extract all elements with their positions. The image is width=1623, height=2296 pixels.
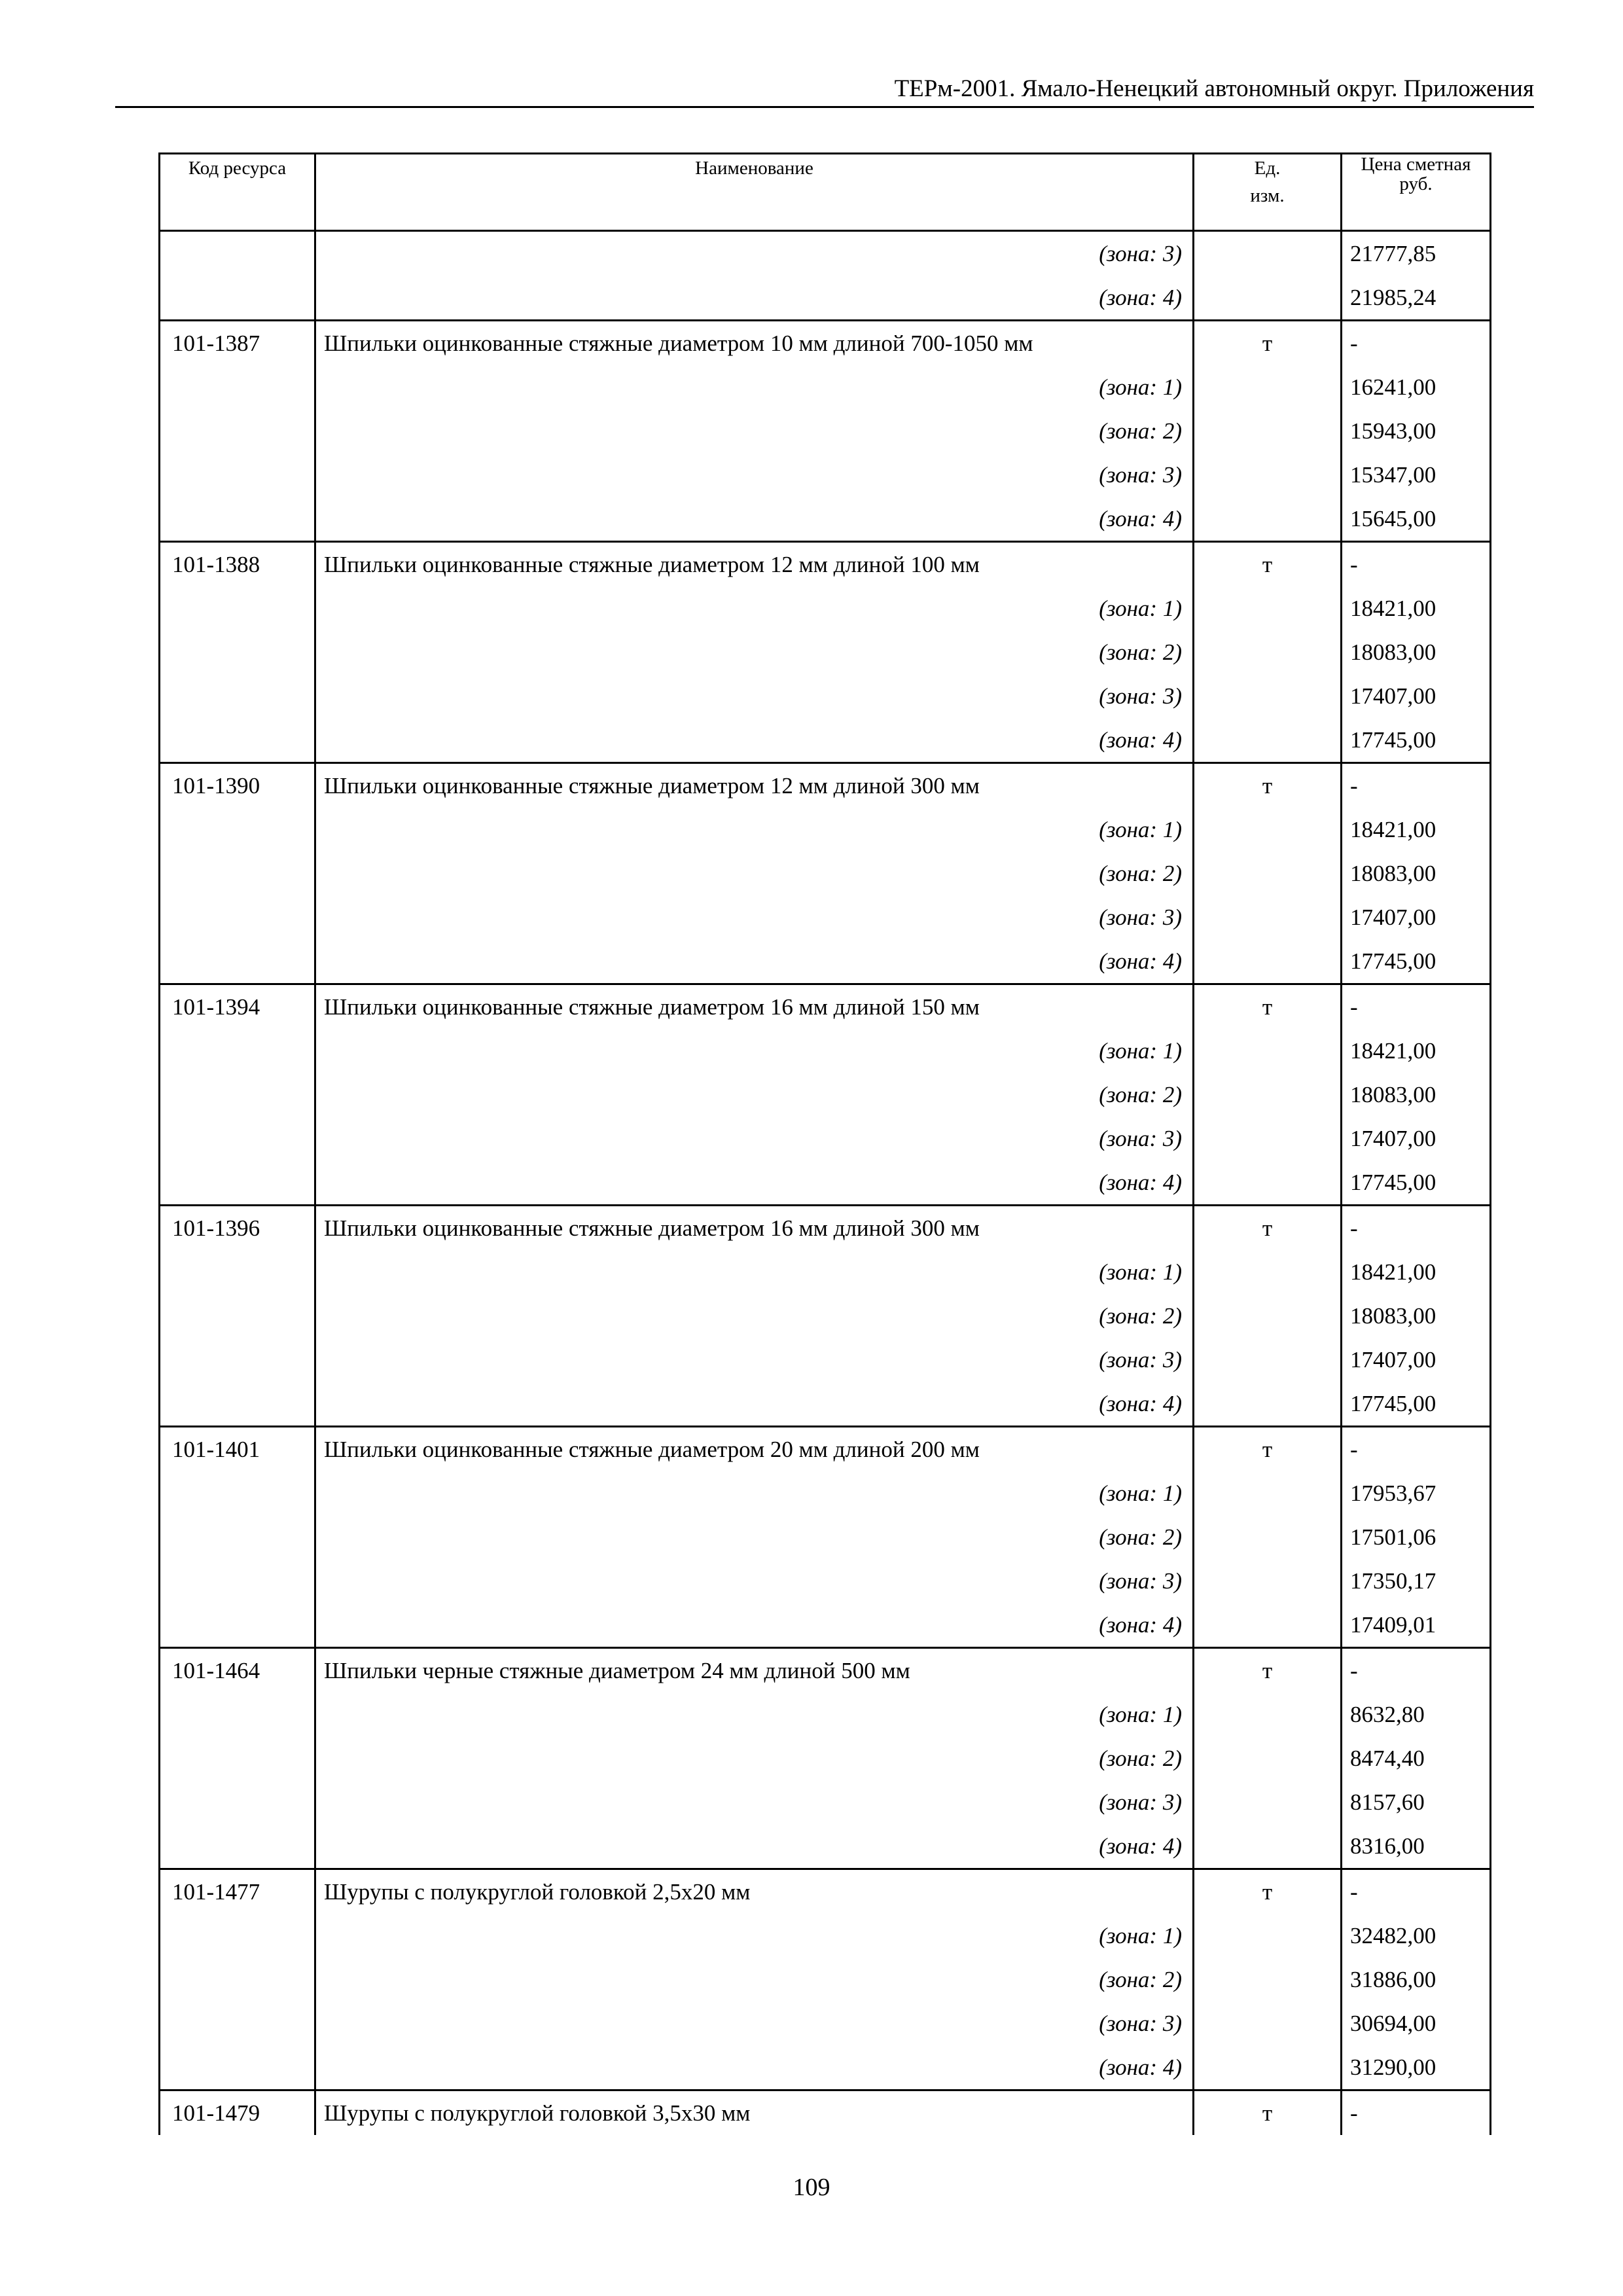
page-number: 109 [793, 2174, 830, 2201]
cell-code: 101-1401 [160, 1427, 315, 1472]
cell-name: (зона: 1) [315, 1471, 1194, 1515]
table-row-zone [160, 1693, 1491, 1736]
table-header-row [160, 154, 1491, 231]
cell-name: (зона: 2) [315, 1515, 1194, 1559]
cell-name: (зона: 1) [315, 365, 1194, 409]
cell-price: 17407,00 [1342, 895, 1491, 939]
column-header-unit-line1: Ед. [1254, 158, 1281, 179]
cell-price: 18083,00 [1342, 1073, 1491, 1117]
table-row-zone [160, 1559, 1491, 1603]
cell-price: 18083,00 [1342, 852, 1491, 895]
cell-code [160, 1471, 315, 1515]
cell-unit [1194, 2045, 1342, 2090]
table-row-zone [160, 718, 1491, 763]
cell-price: 15347,00 [1342, 453, 1491, 497]
cell-unit [1194, 1736, 1342, 1780]
cell-code [160, 2001, 315, 2045]
table-row-item [160, 763, 1491, 808]
table-row-zone [160, 1958, 1491, 2001]
table-row-zone [160, 453, 1491, 497]
table-row-zone [160, 674, 1491, 718]
cell-unit [1194, 1117, 1342, 1160]
cell-code [160, 276, 315, 321]
cell-name: (зона: 1) [315, 1693, 1194, 1736]
table-row-zone [160, 365, 1491, 409]
column-header-price-line1: Цена сметная [1361, 154, 1471, 175]
cell-name: (зона: 3) [315, 1559, 1194, 1603]
cell-code [160, 1338, 315, 1382]
table-row-zone [160, 1603, 1491, 1648]
cell-name: (зона: 4) [315, 1382, 1194, 1427]
cell-unit [1194, 1382, 1342, 1427]
cell-code [160, 1294, 315, 1338]
table-row-zone [160, 1824, 1491, 1869]
column-header-price [1342, 154, 1491, 231]
cell-name: (зона: 1) [315, 808, 1194, 852]
table-row-zone [160, 2001, 1491, 2045]
cell-name: (зона: 4) [315, 939, 1194, 984]
table-row-item [160, 542, 1491, 587]
cell-unit [1194, 1160, 1342, 1206]
cell-unit [1194, 939, 1342, 984]
cell-price: - [1342, 1869, 1491, 1914]
cell-name: (зона: 2) [315, 630, 1194, 674]
cell-name: (зона: 3) [315, 1117, 1194, 1160]
table-row-zone [160, 1117, 1491, 1160]
cell-code: 101-1396 [160, 1206, 315, 1251]
cell-name: (зона: 4) [315, 1824, 1194, 1869]
cell-price: 17407,00 [1342, 1117, 1491, 1160]
cell-unit [1194, 1603, 1342, 1648]
cell-price: 18421,00 [1342, 586, 1491, 630]
table-row-zone [160, 1914, 1491, 1958]
cell-code [160, 1914, 315, 1958]
cell-unit [1194, 1515, 1342, 1559]
cell-name: (зона: 1) [315, 1250, 1194, 1294]
cell-price: - [1342, 2090, 1491, 2136]
table-row-zone [160, 939, 1491, 984]
cell-unit [1194, 1559, 1342, 1603]
cell-name: Шпильки оцинкованные стяжные диаметром 20 мм длиной 200 мм [315, 1427, 1194, 1472]
cell-price: - [1342, 321, 1491, 366]
cell-code [160, 1515, 315, 1559]
cell-code [160, 409, 315, 453]
cell-code [160, 630, 315, 674]
table-body [160, 231, 1491, 2136]
cell-code [160, 1603, 315, 1648]
cell-name: Шпильки черные стяжные диаметром 24 мм длиной 500 мм [315, 1648, 1194, 1693]
table-row-zone [160, 497, 1491, 542]
table-row-zone [160, 1160, 1491, 1206]
cell-code [160, 674, 315, 718]
cell-name: (зона: 4) [315, 497, 1194, 542]
cell-name: (зона: 4) [315, 718, 1194, 763]
table-row-zone [160, 1250, 1491, 1294]
cell-code: 101-1464 [160, 1648, 315, 1693]
cell-price: 8316,00 [1342, 1824, 1491, 1869]
cell-name: (зона: 3) [315, 1780, 1194, 1824]
cell-code [160, 1824, 315, 1869]
cell-code: 101-1390 [160, 763, 315, 808]
cell-price: 17407,00 [1342, 1338, 1491, 1382]
cell-name: (зона: 3) [315, 453, 1194, 497]
cell-name: (зона: 3) [315, 674, 1194, 718]
cell-code [160, 1029, 315, 1073]
cell-unit [1194, 630, 1342, 674]
cell-code [160, 231, 315, 276]
table-row-zone [160, 852, 1491, 895]
table-row-zone [160, 1338, 1491, 1382]
cell-unit: т [1194, 1648, 1342, 1693]
cell-code [160, 1958, 315, 2001]
table-row-zone [160, 1515, 1491, 1559]
cell-unit [1194, 1250, 1342, 1294]
cell-name: (зона: 1) [315, 586, 1194, 630]
cell-name: Шпильки оцинкованные стяжные диаметром 12 мм длиной 300 мм [315, 763, 1194, 808]
cell-price: 17350,17 [1342, 1559, 1491, 1603]
cell-code [160, 852, 315, 895]
cell-unit: т [1194, 1206, 1342, 1251]
cell-unit [1194, 1471, 1342, 1515]
cell-unit [1194, 231, 1342, 276]
table-row-zone [160, 276, 1491, 321]
cell-name: (зона: 4) [315, 1160, 1194, 1206]
cell-name: (зона: 1) [315, 1029, 1194, 1073]
cell-code [160, 1073, 315, 1117]
table-row-zone [160, 895, 1491, 939]
cell-unit [1194, 674, 1342, 718]
cell-price: 15645,00 [1342, 497, 1491, 542]
cell-price: 15943,00 [1342, 409, 1491, 453]
cell-price: - [1342, 1206, 1491, 1251]
cell-price: 17745,00 [1342, 718, 1491, 763]
cell-code: 101-1394 [160, 984, 315, 1030]
column-header-unit-line2: изм. [1250, 185, 1285, 207]
cell-unit [1194, 497, 1342, 542]
cell-name: (зона: 4) [315, 1603, 1194, 1648]
column-header-price-line2: руб. [1399, 173, 1433, 195]
cell-name: (зона: 2) [315, 409, 1194, 453]
cell-unit: т [1194, 1427, 1342, 1472]
cell-code [160, 718, 315, 763]
cell-code: 101-1388 [160, 542, 315, 587]
cell-code [160, 1160, 315, 1206]
cell-unit [1194, 365, 1342, 409]
cell-unit [1194, 1780, 1342, 1824]
table-row-item [160, 1869, 1491, 1914]
table-row-zone [160, 1294, 1491, 1338]
cell-name: (зона: 2) [315, 1294, 1194, 1338]
cell-code [160, 1382, 315, 1427]
cell-code [160, 939, 315, 984]
cell-price: - [1342, 542, 1491, 587]
cell-code [160, 453, 315, 497]
cell-unit [1194, 1073, 1342, 1117]
cell-price: 18421,00 [1342, 1250, 1491, 1294]
cell-unit [1194, 453, 1342, 497]
cell-price: 17745,00 [1342, 1382, 1491, 1427]
resource-price-table [158, 152, 1491, 2135]
header-title: ТЕРм-2001. Ямало-Ненецкий автономный округ. Приложения [894, 75, 1534, 102]
cell-unit: т [1194, 2090, 1342, 2136]
cell-unit [1194, 1914, 1342, 1958]
cell-code: 101-1477 [160, 1869, 315, 1914]
cell-price: 17409,01 [1342, 1603, 1491, 1648]
cell-price: - [1342, 763, 1491, 808]
cell-price: 18421,00 [1342, 808, 1491, 852]
cell-name: Шпильки оцинкованные стяжные диаметром 16 мм длиной 300 мм [315, 1206, 1194, 1251]
cell-code [160, 1559, 315, 1603]
cell-price: 8632,80 [1342, 1693, 1491, 1736]
cell-price: 31290,00 [1342, 2045, 1491, 2090]
cell-unit [1194, 409, 1342, 453]
table-row-zone [160, 1736, 1491, 1780]
cell-code [160, 1117, 315, 1160]
cell-name: Шпильки оцинкованные стяжные диаметром 16 мм длиной 150 мм [315, 984, 1194, 1030]
cell-price: - [1342, 1427, 1491, 1472]
cell-unit [1194, 1824, 1342, 1869]
cell-unit: т [1194, 984, 1342, 1030]
column-header-code: Код ресурса [160, 154, 315, 231]
cell-unit [1194, 586, 1342, 630]
table-row-zone [160, 1780, 1491, 1824]
cell-unit [1194, 718, 1342, 763]
cell-name: Шурупы с полукруглой головкой 3,5х30 мм [315, 2090, 1194, 2136]
cell-code [160, 895, 315, 939]
cell-code: 101-1387 [160, 321, 315, 366]
cell-name: (зона: 2) [315, 1958, 1194, 2001]
cell-name: Шурупы с полукруглой головкой 2,5х20 мм [315, 1869, 1194, 1914]
cell-price: 31886,00 [1342, 1958, 1491, 2001]
cell-name: (зона: 4) [315, 276, 1194, 321]
cell-unit [1194, 1693, 1342, 1736]
cell-code [160, 2045, 315, 2090]
cell-unit: т [1194, 542, 1342, 587]
cell-unit [1194, 1294, 1342, 1338]
cell-unit [1194, 1958, 1342, 2001]
cell-price: 17407,00 [1342, 674, 1491, 718]
cell-price: 17745,00 [1342, 939, 1491, 984]
cell-price: 17745,00 [1342, 1160, 1491, 1206]
cell-code [160, 1250, 315, 1294]
cell-unit: т [1194, 321, 1342, 366]
cell-code [160, 1693, 315, 1736]
column-header-unit [1194, 154, 1342, 231]
cell-unit [1194, 852, 1342, 895]
table-row-zone [160, 1029, 1491, 1073]
cell-price: 30694,00 [1342, 2001, 1491, 2045]
cell-name: (зона: 3) [315, 2001, 1194, 2045]
table-row-item [160, 2090, 1491, 2136]
table-row-item [160, 984, 1491, 1030]
cell-code [160, 497, 315, 542]
table-row-item [160, 1427, 1491, 1472]
cell-unit [1194, 2001, 1342, 2045]
cell-name: (зона: 3) [315, 1338, 1194, 1382]
cell-name: (зона: 2) [315, 852, 1194, 895]
cell-code [160, 1736, 315, 1780]
cell-price: 17953,67 [1342, 1471, 1491, 1515]
table-row-item [160, 321, 1491, 366]
cell-unit [1194, 276, 1342, 321]
cell-unit [1194, 808, 1342, 852]
cell-code: 101-1479 [160, 2090, 315, 2136]
cell-code [160, 1780, 315, 1824]
cell-code [160, 365, 315, 409]
table-row-item [160, 1206, 1491, 1251]
column-header-name: Наименование [315, 154, 1194, 231]
cell-price: 21777,85 [1342, 231, 1491, 276]
cell-name: Шпильки оцинкованные стяжные диаметром 10 мм длиной 700-1050 мм [315, 321, 1194, 366]
cell-price: 18421,00 [1342, 1029, 1491, 1073]
table-row-zone [160, 1471, 1491, 1515]
cell-name: (зона: 2) [315, 1073, 1194, 1117]
table-row-item [160, 1648, 1491, 1693]
cell-unit [1194, 1338, 1342, 1382]
cell-name: (зона: 2) [315, 1736, 1194, 1780]
table-row-zone [160, 1073, 1491, 1117]
cell-name: (зона: 4) [315, 2045, 1194, 2090]
cell-name: (зона: 1) [315, 1914, 1194, 1958]
cell-price: 32482,00 [1342, 1914, 1491, 1958]
cell-unit: т [1194, 763, 1342, 808]
cell-price: 16241,00 [1342, 365, 1491, 409]
table-row-zone [160, 1382, 1491, 1427]
cell-code [160, 586, 315, 630]
cell-unit: т [1194, 1869, 1342, 1914]
table-row-zone [160, 231, 1491, 276]
cell-price: 18083,00 [1342, 630, 1491, 674]
cell-price: 21985,24 [1342, 276, 1491, 321]
cell-name: (зона: 3) [315, 231, 1194, 276]
cell-price: - [1342, 1648, 1491, 1693]
cell-price: 18083,00 [1342, 1294, 1491, 1338]
cell-unit [1194, 1029, 1342, 1073]
table-row-zone [160, 409, 1491, 453]
cell-price: - [1342, 984, 1491, 1030]
cell-price: 17501,06 [1342, 1515, 1491, 1559]
table-row-zone [160, 808, 1491, 852]
table-row-zone [160, 630, 1491, 674]
cell-name: Шпильки оцинкованные стяжные диаметром 12 мм длиной 100 мм [315, 542, 1194, 587]
table-row-zone [160, 586, 1491, 630]
running-header [115, 71, 1534, 108]
cell-unit [1194, 895, 1342, 939]
cell-price: 8474,40 [1342, 1736, 1491, 1780]
cell-price: 8157,60 [1342, 1780, 1491, 1824]
cell-code [160, 808, 315, 852]
table-row-zone [160, 2045, 1491, 2090]
cell-name: (зона: 3) [315, 895, 1194, 939]
